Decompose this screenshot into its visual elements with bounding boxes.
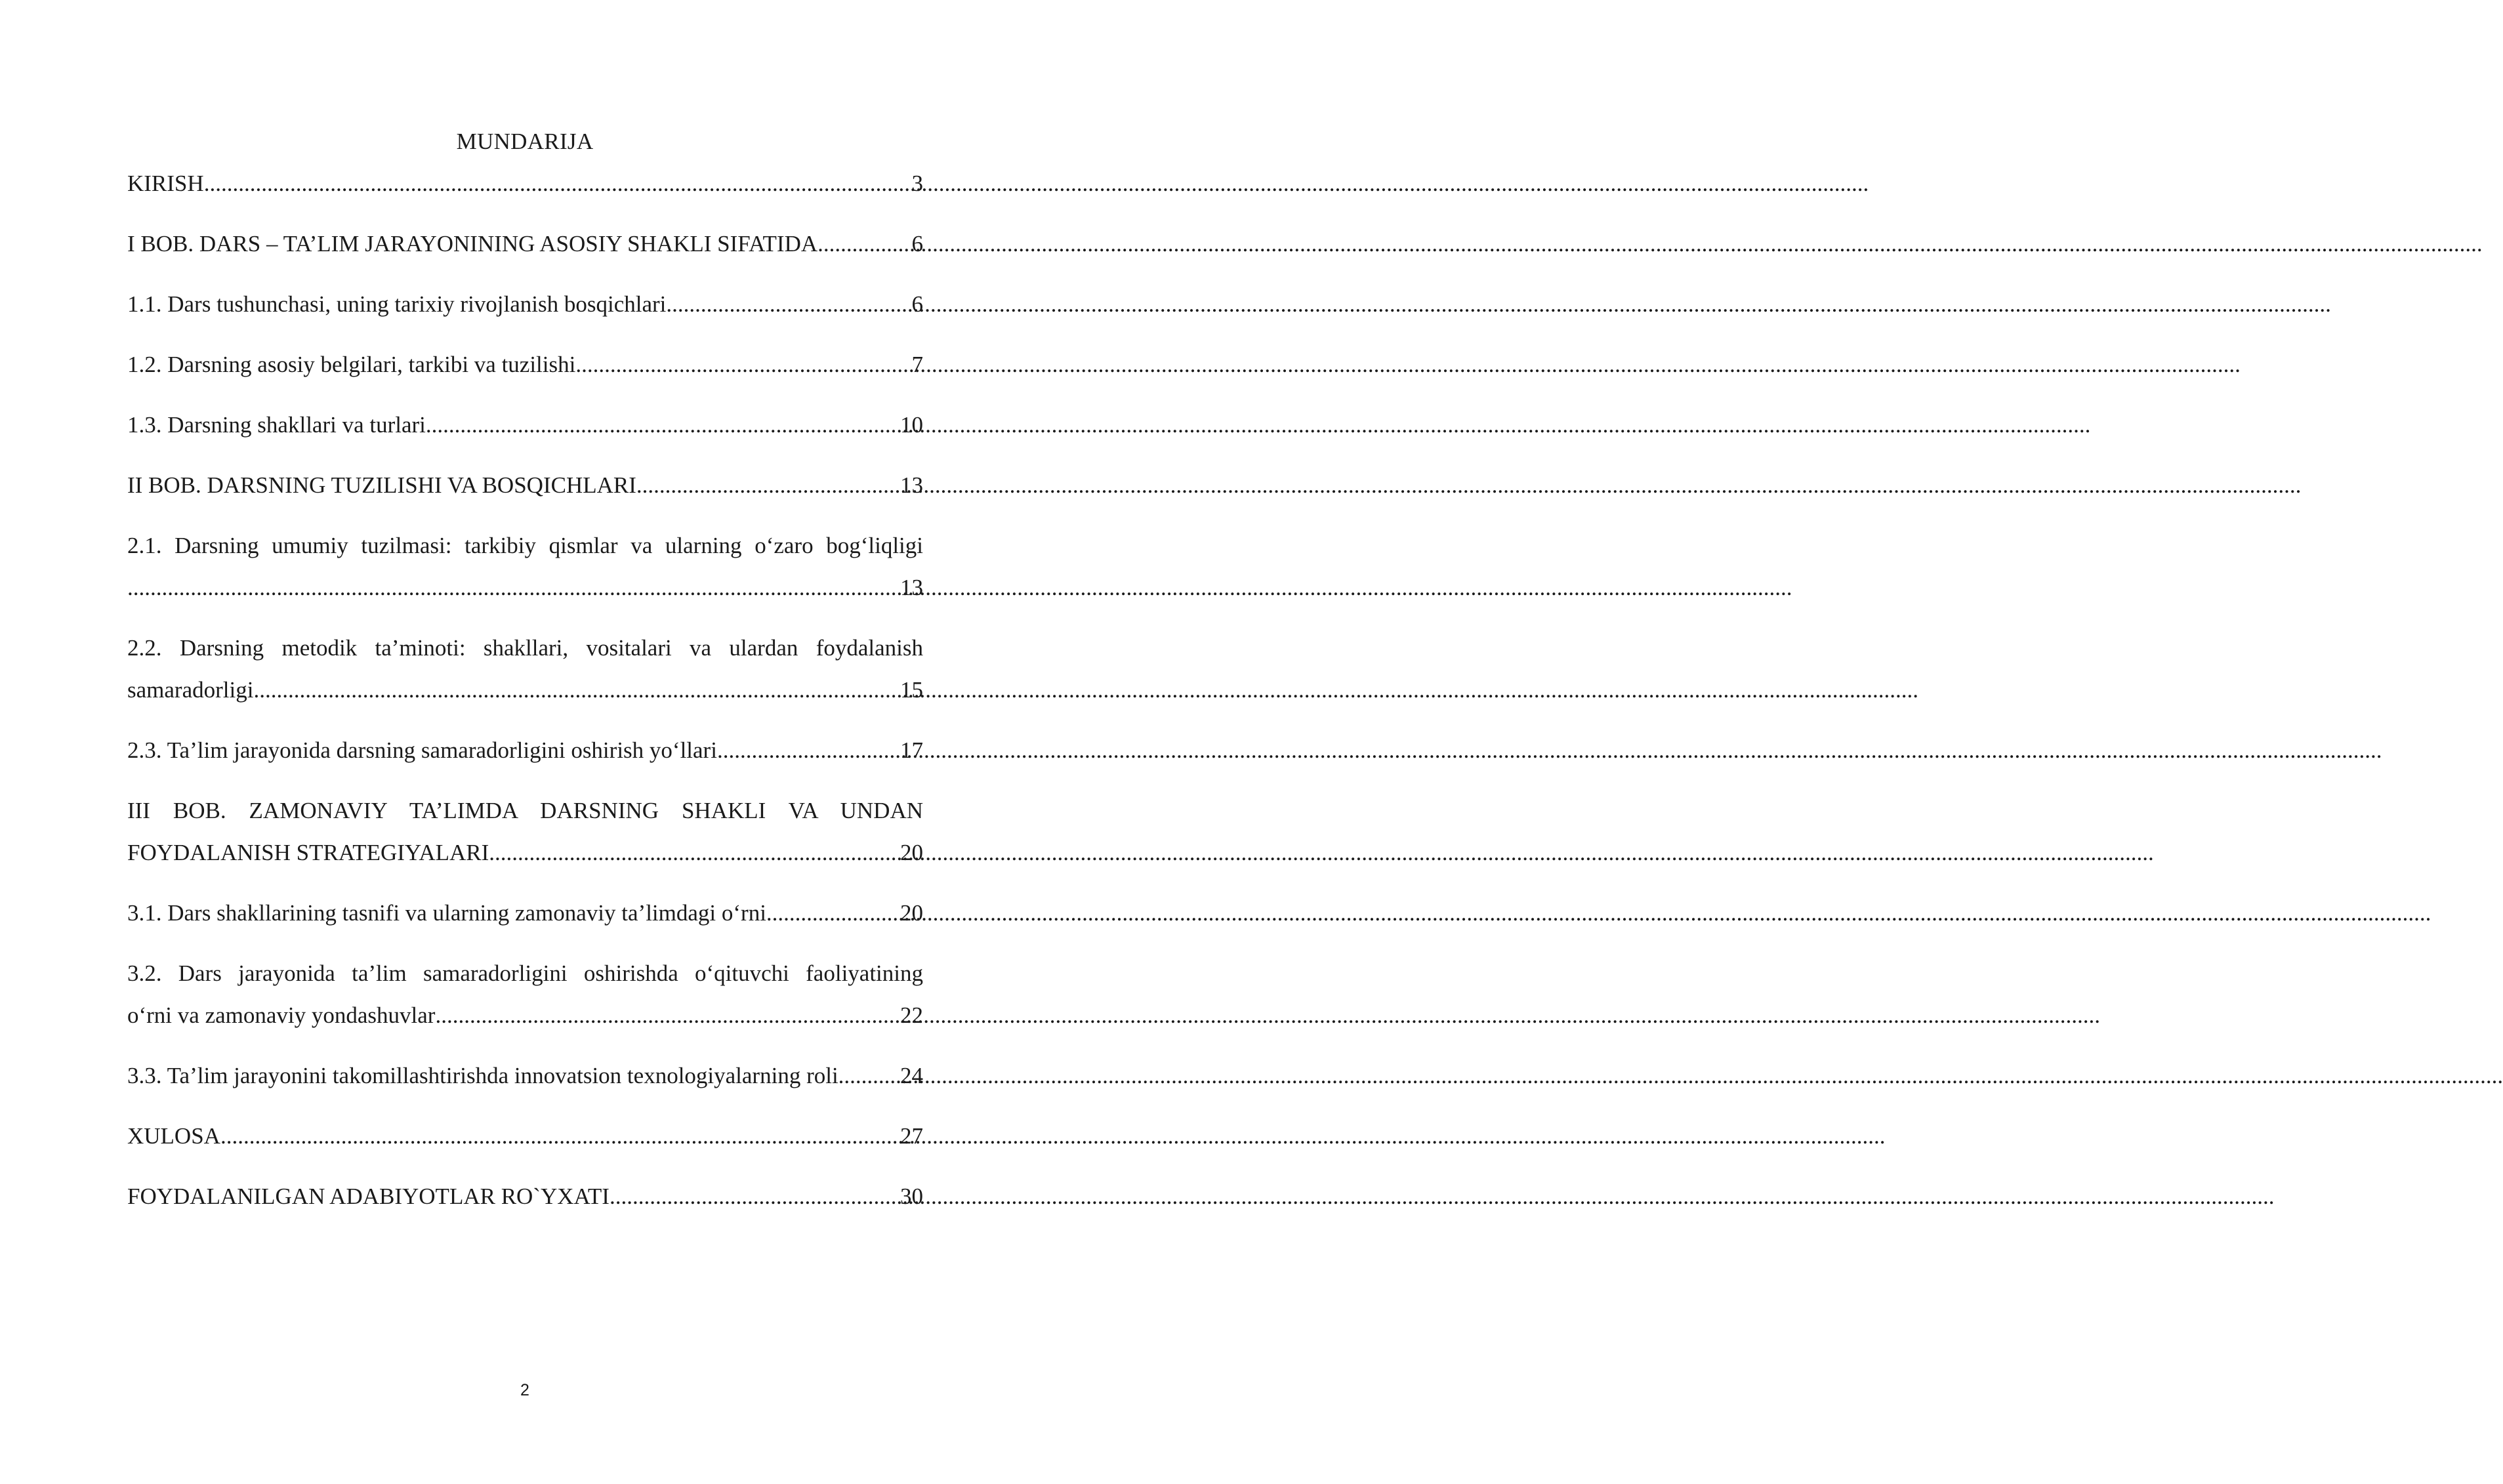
dot-leader xyxy=(435,995,899,1037)
toc-page-number: 15 xyxy=(900,677,923,703)
page-number: 2 xyxy=(520,1381,529,1399)
toc-page-number: 7 xyxy=(911,352,923,377)
toc-page-number: 13 xyxy=(900,472,923,498)
dot-leader xyxy=(220,1115,899,1157)
toc-page-number: 20 xyxy=(900,840,923,865)
toc-entry-title: 1.1. Dars tushunchasi, uning tarixiy rivojlanish bosqichlari xyxy=(127,291,667,317)
toc-entry-title-line: 3.2. Dars jarayonida ta’lim samaradorligini oshirishda o‘qituvchi faoliyatining xyxy=(127,960,923,986)
dot-leader xyxy=(838,1055,899,1097)
toc-entry-section-1-3[interactable] xyxy=(127,404,923,446)
toc-page-number: 20 xyxy=(900,900,923,926)
toc-entry-title: XULOSA xyxy=(127,1123,220,1149)
toc-entry-title: FOYDALANISH STRATEGIYALARI xyxy=(127,840,489,865)
dot-leader xyxy=(817,223,910,265)
toc-page-number: 17 xyxy=(900,737,923,763)
toc-entry-title: samaradorligi xyxy=(127,677,254,703)
toc-page-number: 10 xyxy=(900,412,923,438)
dot-leader xyxy=(666,283,910,325)
toc-entry-section-2-3[interactable] xyxy=(127,730,923,772)
toc-entry-kirish[interactable] xyxy=(127,163,923,205)
toc-entry-section-1-1[interactable] xyxy=(127,283,923,325)
toc-page-number: 22 xyxy=(900,1002,923,1028)
toc-entry-section-2-1[interactable] xyxy=(127,525,923,609)
toc-entry-title: II BOB. DARSNING TUZILISHI VA BOSQICHLARI xyxy=(127,472,636,498)
toc-entry-chapter-2[interactable] xyxy=(127,464,923,506)
toc-entry-chapter-3[interactable] xyxy=(127,790,923,874)
toc-entry-section-1-2[interactable] xyxy=(127,344,923,386)
dot-leader xyxy=(489,832,899,874)
toc-entry-title: 1.3. Darsning shakllari va turlari xyxy=(127,412,426,438)
toc-entry-title: o‘rni va zamonaviy yondashuvlar xyxy=(127,1002,436,1028)
toc-entry-chapter-1[interactable] xyxy=(127,223,923,265)
toc-entry-title: 1.2. Darsning asosiy belgilari, tarkibi va tuzilishi xyxy=(127,352,576,377)
toc-entry-references[interactable] xyxy=(127,1176,923,1218)
toc-entry-section-3-2[interactable] xyxy=(127,953,923,1037)
toc-entry-title-line: III BOB. ZAMONAVIY TA’LIMDA DARSNING SHAKLI VA UNDAN xyxy=(127,798,923,823)
toc-page-number: 13 xyxy=(900,575,923,600)
toc-page-number: 30 xyxy=(900,1184,923,1209)
toc-entry-section-3-1[interactable] xyxy=(127,892,923,934)
toc-entry-xulosa[interactable] xyxy=(127,1115,923,1157)
toc-entry-title: 3.3. Ta’lim jarayonini takomillashtirishda innovatsion texnologiyalarning roli xyxy=(127,1063,838,1088)
toc-page-number: 3 xyxy=(911,171,923,196)
dot-leader xyxy=(717,730,899,772)
dot-leader xyxy=(253,669,899,711)
toc-entry-title-line: 2.2. Darsning metodik ta’minoti: shakllari, vositalari va ulardan foydalanish xyxy=(127,635,923,661)
table-of-contents xyxy=(127,163,923,1236)
dot-leader xyxy=(610,1176,899,1218)
toc-entry-title: FOYDALANILGAN ADABIYOTLAR RO`YXATI xyxy=(127,1184,610,1209)
toc-entry-title: I BOB. DARS – TA’LIM JARAYONINING ASOSIY SHAKLI SIFATIDA xyxy=(127,231,818,257)
toc-page-number: 24 xyxy=(900,1063,923,1088)
toc-page-number: 27 xyxy=(900,1123,923,1149)
toc-page-number: 6 xyxy=(911,231,923,257)
toc-entry-title: 2.3. Ta’lim jarayonida darsning samaradorligini oshirish yo‘llari xyxy=(127,737,717,763)
toc-entry-title: KIRISH xyxy=(127,171,204,196)
toc-entry-section-2-2[interactable] xyxy=(127,627,923,711)
dot-leader xyxy=(636,464,899,506)
toc-page-number: 6 xyxy=(911,291,923,317)
page-title: MUNDARIJA xyxy=(456,129,594,154)
dot-leader xyxy=(127,567,899,609)
dot-leader xyxy=(204,163,911,205)
toc-entry-section-3-3[interactable] xyxy=(127,1055,923,1097)
toc-entry-title: 3.1. Dars shakllarining tasnifi va ularning zamonaviy ta’limdagi o‘rni xyxy=(127,900,766,926)
toc-entry-title-line: 2.1. Darsning umumiy tuzilmasi: tarkibiy qismlar va ularning o‘zaro bog‘liqligi xyxy=(127,533,923,558)
dot-leader xyxy=(766,892,899,934)
dot-leader xyxy=(575,344,910,386)
dot-leader xyxy=(426,404,899,446)
